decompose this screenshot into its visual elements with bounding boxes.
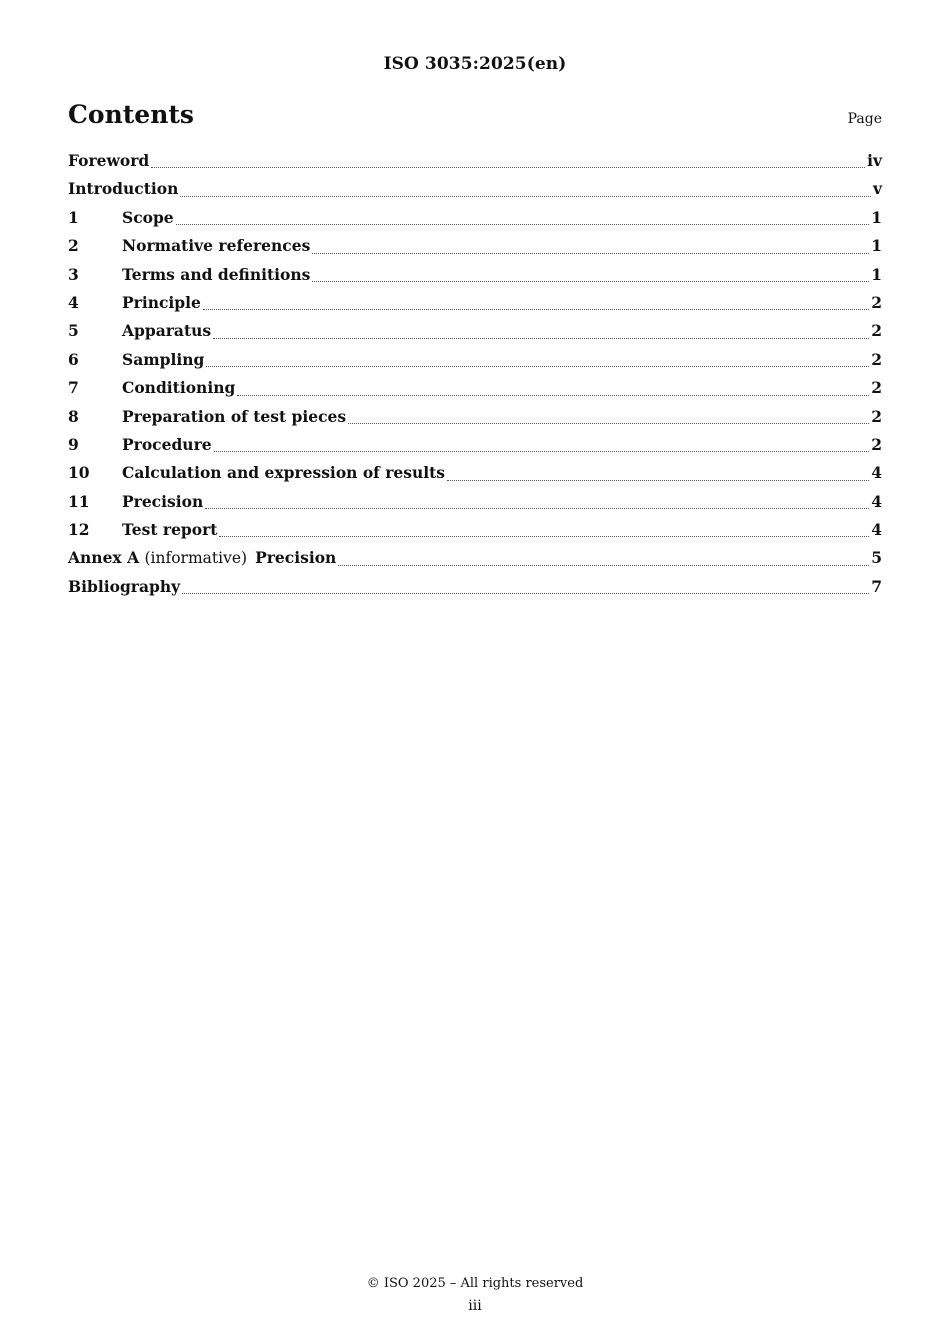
toc-entry-label[interactable]: Bibliography xyxy=(68,576,181,596)
toc-entry-page: 2 xyxy=(871,378,882,398)
toc-entry-apparatus[interactable] xyxy=(68,321,882,349)
toc-leader-dots xyxy=(213,337,869,339)
toc-entry-preparation-of-test-pieces[interactable] xyxy=(68,407,882,435)
toc-leader-dots xyxy=(312,252,869,254)
toc-title-row xyxy=(68,100,882,129)
toc-title: Contents xyxy=(68,100,195,129)
toc-entry-page: v xyxy=(872,179,882,199)
toc-entry-number: 4 xyxy=(68,292,79,312)
toc-entry-number: 2 xyxy=(68,236,79,256)
footer-page-number: iii xyxy=(468,1298,482,1314)
toc-leader-dots xyxy=(176,223,870,225)
toc-entry-scope[interactable] xyxy=(68,208,882,236)
toc-entry-number: 7 xyxy=(68,378,79,398)
toc-entry-label[interactable]: Foreword xyxy=(68,151,150,170)
toc-annex-label-group[interactable] xyxy=(68,548,336,567)
toc-entry-label[interactable]: Calculation and expression of results xyxy=(122,463,446,483)
toc-entry-number: 12 xyxy=(68,520,90,540)
toc-leader-dots xyxy=(237,394,869,396)
toc-entry-label[interactable]: Sampling xyxy=(122,349,205,369)
toc-entry-introduction[interactable] xyxy=(68,179,882,207)
toc-leader-dots xyxy=(182,592,869,594)
toc-entry-label[interactable]: Terms and definitions xyxy=(122,264,311,284)
toc-entry-page: 2 xyxy=(871,349,882,369)
toc-entry-label[interactable]: Apparatus xyxy=(122,321,212,341)
toc-entry-foreword[interactable] xyxy=(68,151,882,179)
toc-entry-label[interactable]: Conditioning xyxy=(122,378,236,398)
toc-entry-label[interactable]: Scope xyxy=(122,207,174,227)
toc-entry-number: 3 xyxy=(68,264,79,284)
toc-leader-dots xyxy=(151,166,865,168)
toc-entry-test-report[interactable] xyxy=(68,520,882,548)
toc-leader-dots xyxy=(312,280,869,282)
toc-entry-label[interactable]: Preparation of test pieces xyxy=(122,406,347,426)
toc-entry-calculation-and-expression-of-results[interactable] xyxy=(68,463,882,491)
toc-entry-annex-a[interactable] xyxy=(68,548,882,576)
toc-entry-page: 2 xyxy=(871,321,882,341)
toc-annex-qualifier: (informative) xyxy=(144,549,248,568)
toc-leader-dots xyxy=(206,365,869,367)
toc-entry-conditioning[interactable] xyxy=(68,378,882,406)
toc-page-column-label: Page xyxy=(847,111,882,127)
toc-entry-number: 11 xyxy=(68,491,90,511)
toc-entry-page: 1 xyxy=(871,264,882,284)
toc-leader-dots xyxy=(214,450,870,452)
table-of-contents xyxy=(68,151,882,605)
toc-entry-label[interactable]: Test report xyxy=(122,520,218,540)
toc-entry-procedure[interactable] xyxy=(68,435,882,463)
toc-leader-dots xyxy=(180,195,871,197)
toc-entry-page: 2 xyxy=(871,434,882,454)
toc-entry-number: 9 xyxy=(68,434,79,454)
toc-entry-number: 10 xyxy=(68,463,90,483)
toc-leader-dots xyxy=(348,422,869,424)
toc-entry-page: 1 xyxy=(871,207,882,227)
toc-entry-label[interactable]: Procedure xyxy=(122,434,212,454)
toc-entry-page: 5 xyxy=(871,548,882,568)
toc-leader-dots xyxy=(203,308,869,310)
toc-entry-label[interactable]: Introduction xyxy=(68,179,179,199)
toc-entry-sampling[interactable] xyxy=(68,350,882,378)
toc-entry-page: 4 xyxy=(871,520,882,540)
document-header: ISO 3035:2025(en) xyxy=(383,54,567,74)
toc-entry-page: 7 xyxy=(871,576,882,596)
toc-entry-page: 1 xyxy=(871,236,882,256)
toc-entry-label[interactable]: Principle xyxy=(122,292,201,312)
toc-entry-label[interactable]: Normative references xyxy=(122,236,311,256)
toc-entry-precision[interactable] xyxy=(68,492,882,520)
toc-entry-page: 4 xyxy=(871,491,882,511)
toc-entry-number: 8 xyxy=(68,406,79,426)
footer-copyright: © ISO 2025 – All rights reserved xyxy=(366,1276,584,1291)
toc-annex-label: Annex A xyxy=(68,548,140,568)
toc-entry-normative-references[interactable] xyxy=(68,236,882,264)
toc-leader-dots xyxy=(447,479,869,481)
toc-entry-number: 5 xyxy=(68,321,79,341)
toc-entry-page: 4 xyxy=(871,463,882,483)
toc-entry-page: iv xyxy=(867,151,882,170)
toc-leader-dots xyxy=(205,507,869,509)
toc-entry-number: 1 xyxy=(68,207,79,227)
toc-leader-dots xyxy=(338,564,869,566)
toc-entry-bibliography[interactable] xyxy=(68,577,882,605)
toc-entry-terms-and-definitions[interactable] xyxy=(68,265,882,293)
toc-entry-label[interactable]: Precision xyxy=(122,491,204,511)
toc-leader-dots xyxy=(219,535,869,537)
toc-entry-page: 2 xyxy=(871,406,882,426)
toc-entry-page: 2 xyxy=(871,292,882,312)
toc-entry-number: 6 xyxy=(68,349,79,369)
toc-entry-principle[interactable] xyxy=(68,293,882,321)
toc-annex-title: Precision xyxy=(255,548,337,568)
